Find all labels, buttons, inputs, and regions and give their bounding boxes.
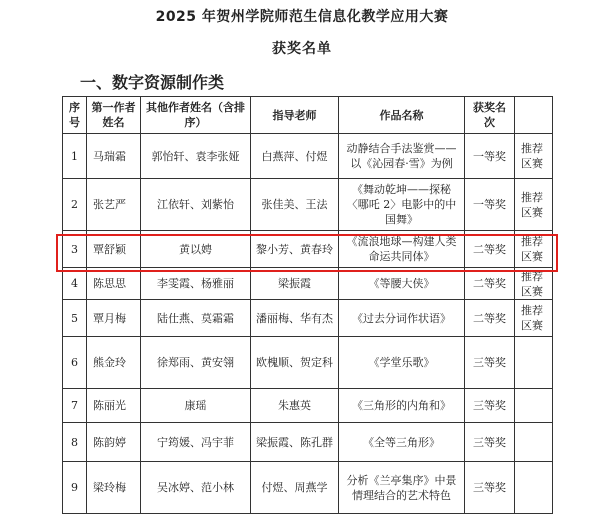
table-row: [63, 179, 553, 231]
cell-first-author: 覃舒颖: [87, 231, 141, 268]
cell-no: 2: [63, 179, 87, 231]
cell-recommend: [515, 423, 553, 462]
cell-recommend: 推荐区赛: [515, 231, 553, 268]
table-row: [63, 268, 553, 300]
table-row: [63, 423, 553, 462]
cell-advisor: 黎小芳、黄春玲: [251, 231, 339, 268]
cell-award: 三等奖: [465, 462, 515, 514]
cell-first-author: 熊金玲: [87, 337, 141, 389]
cell-work-title: 《三角形的内角和》: [339, 389, 465, 423]
cell-award: 二等奖: [465, 231, 515, 268]
cell-other-authors: 陆仕燕、莫霜霜: [141, 300, 251, 337]
cell-other-authors: 江依轩、刘紫怡: [141, 179, 251, 231]
cell-other-authors: 宁筠媛、冯宇菲: [141, 423, 251, 462]
cell-award: 一等奖: [465, 179, 515, 231]
cell-no: 9: [63, 462, 87, 514]
cell-advisor: 梁振霞、陈孔群: [251, 423, 339, 462]
cell-first-author: 马瑞霜: [87, 134, 141, 179]
cell-advisor: 欧槐顺、贺定科: [251, 337, 339, 389]
table-row: [63, 300, 553, 337]
cell-award: 一等奖: [465, 134, 515, 179]
cell-first-author: 陈丽光: [87, 389, 141, 423]
award-table: [62, 96, 553, 514]
cell-award: 三等奖: [465, 337, 515, 389]
cell-no: 6: [63, 337, 87, 389]
header-first-author: 第一作者姓名: [87, 97, 141, 134]
cell-award: 三等奖: [465, 389, 515, 423]
cell-no: 8: [63, 423, 87, 462]
cell-work-title: 《流浪地球—构建人类命运共同体》: [339, 231, 465, 268]
cell-no: 4: [63, 268, 87, 300]
cell-advisor: 潘丽梅、华有杰: [251, 300, 339, 337]
header-no: 序号: [63, 97, 87, 134]
cell-first-author: 覃月梅: [87, 300, 141, 337]
section-heading: 一、数字资源制作类: [80, 73, 225, 92]
cell-first-author: 梁玲梅: [87, 462, 141, 514]
table-row: [63, 231, 553, 268]
cell-advisor: 张佳美、王法: [251, 179, 339, 231]
cell-recommend: [515, 462, 553, 514]
cell-work-title: 《学堂乐歌》: [339, 337, 465, 389]
cell-work-title: 分析《兰亭集序》中景情理结合的艺术特色: [339, 462, 465, 514]
cell-recommend: 推荐区赛: [515, 134, 553, 179]
cell-no: 7: [63, 389, 87, 423]
header-other-authors: 其他作者姓名（含排序）: [141, 97, 251, 134]
cell-no: 5: [63, 300, 87, 337]
cell-first-author: 陈韵婷: [87, 423, 141, 462]
cell-first-author: 张艺严: [87, 179, 141, 231]
table-row: [63, 462, 553, 514]
table-header-row: [63, 97, 553, 134]
document-title: 2025 年贺州学院师范生信息化教学应用大赛: [155, 9, 449, 25]
cell-recommend: [515, 389, 553, 423]
cell-work-title: 《等腰大侠》: [339, 268, 465, 300]
header-advisor: 指导老师: [251, 97, 339, 134]
cell-award: 二等奖: [465, 268, 515, 300]
header-award: 获奖名次: [465, 97, 515, 134]
cell-other-authors: 吴冰婷、范小林: [141, 462, 251, 514]
cell-advisor: 白燕萍、付煜: [251, 134, 339, 179]
document-subtitle: 获奖名单: [272, 41, 332, 57]
table-row: [63, 337, 553, 389]
cell-work-title: 《过去分词作状语》: [339, 300, 465, 337]
cell-advisor: 付煜、周燕学: [251, 462, 339, 514]
cell-recommend: 推荐区赛: [515, 268, 553, 300]
cell-work-title: 《舞动乾坤——探秘〈哪吒 2〉电影中的中国舞》: [339, 179, 465, 231]
cell-other-authors: 徐郑雨、黄安翎: [141, 337, 251, 389]
table-row: [63, 389, 553, 423]
cell-advisor: 朱惠英: [251, 389, 339, 423]
cell-recommend: 推荐区赛: [515, 179, 553, 231]
cell-no: 3: [63, 231, 87, 268]
cell-other-authors: 黄以娉: [141, 231, 251, 268]
cell-other-authors: 郭怡轩、袁李张娅: [141, 134, 251, 179]
header-work-title: 作品名称: [339, 97, 465, 134]
cell-first-author: 陈思思: [87, 268, 141, 300]
header-recommend: [515, 97, 553, 134]
cell-advisor: 梁振霞: [251, 268, 339, 300]
cell-award: 三等奖: [465, 423, 515, 462]
cell-award: 二等奖: [465, 300, 515, 337]
cell-recommend: 推荐区赛: [515, 300, 553, 337]
cell-other-authors: 李雯霞、杨雅丽: [141, 268, 251, 300]
cell-no: 1: [63, 134, 87, 179]
table-row: [63, 134, 553, 179]
cell-recommend: [515, 337, 553, 389]
cell-other-authors: 康瑶: [141, 389, 251, 423]
cell-work-title: 动静结合手法鉴赏——以《沁园春·雪》为例: [339, 134, 465, 179]
cell-work-title: 《全等三角形》: [339, 423, 465, 462]
